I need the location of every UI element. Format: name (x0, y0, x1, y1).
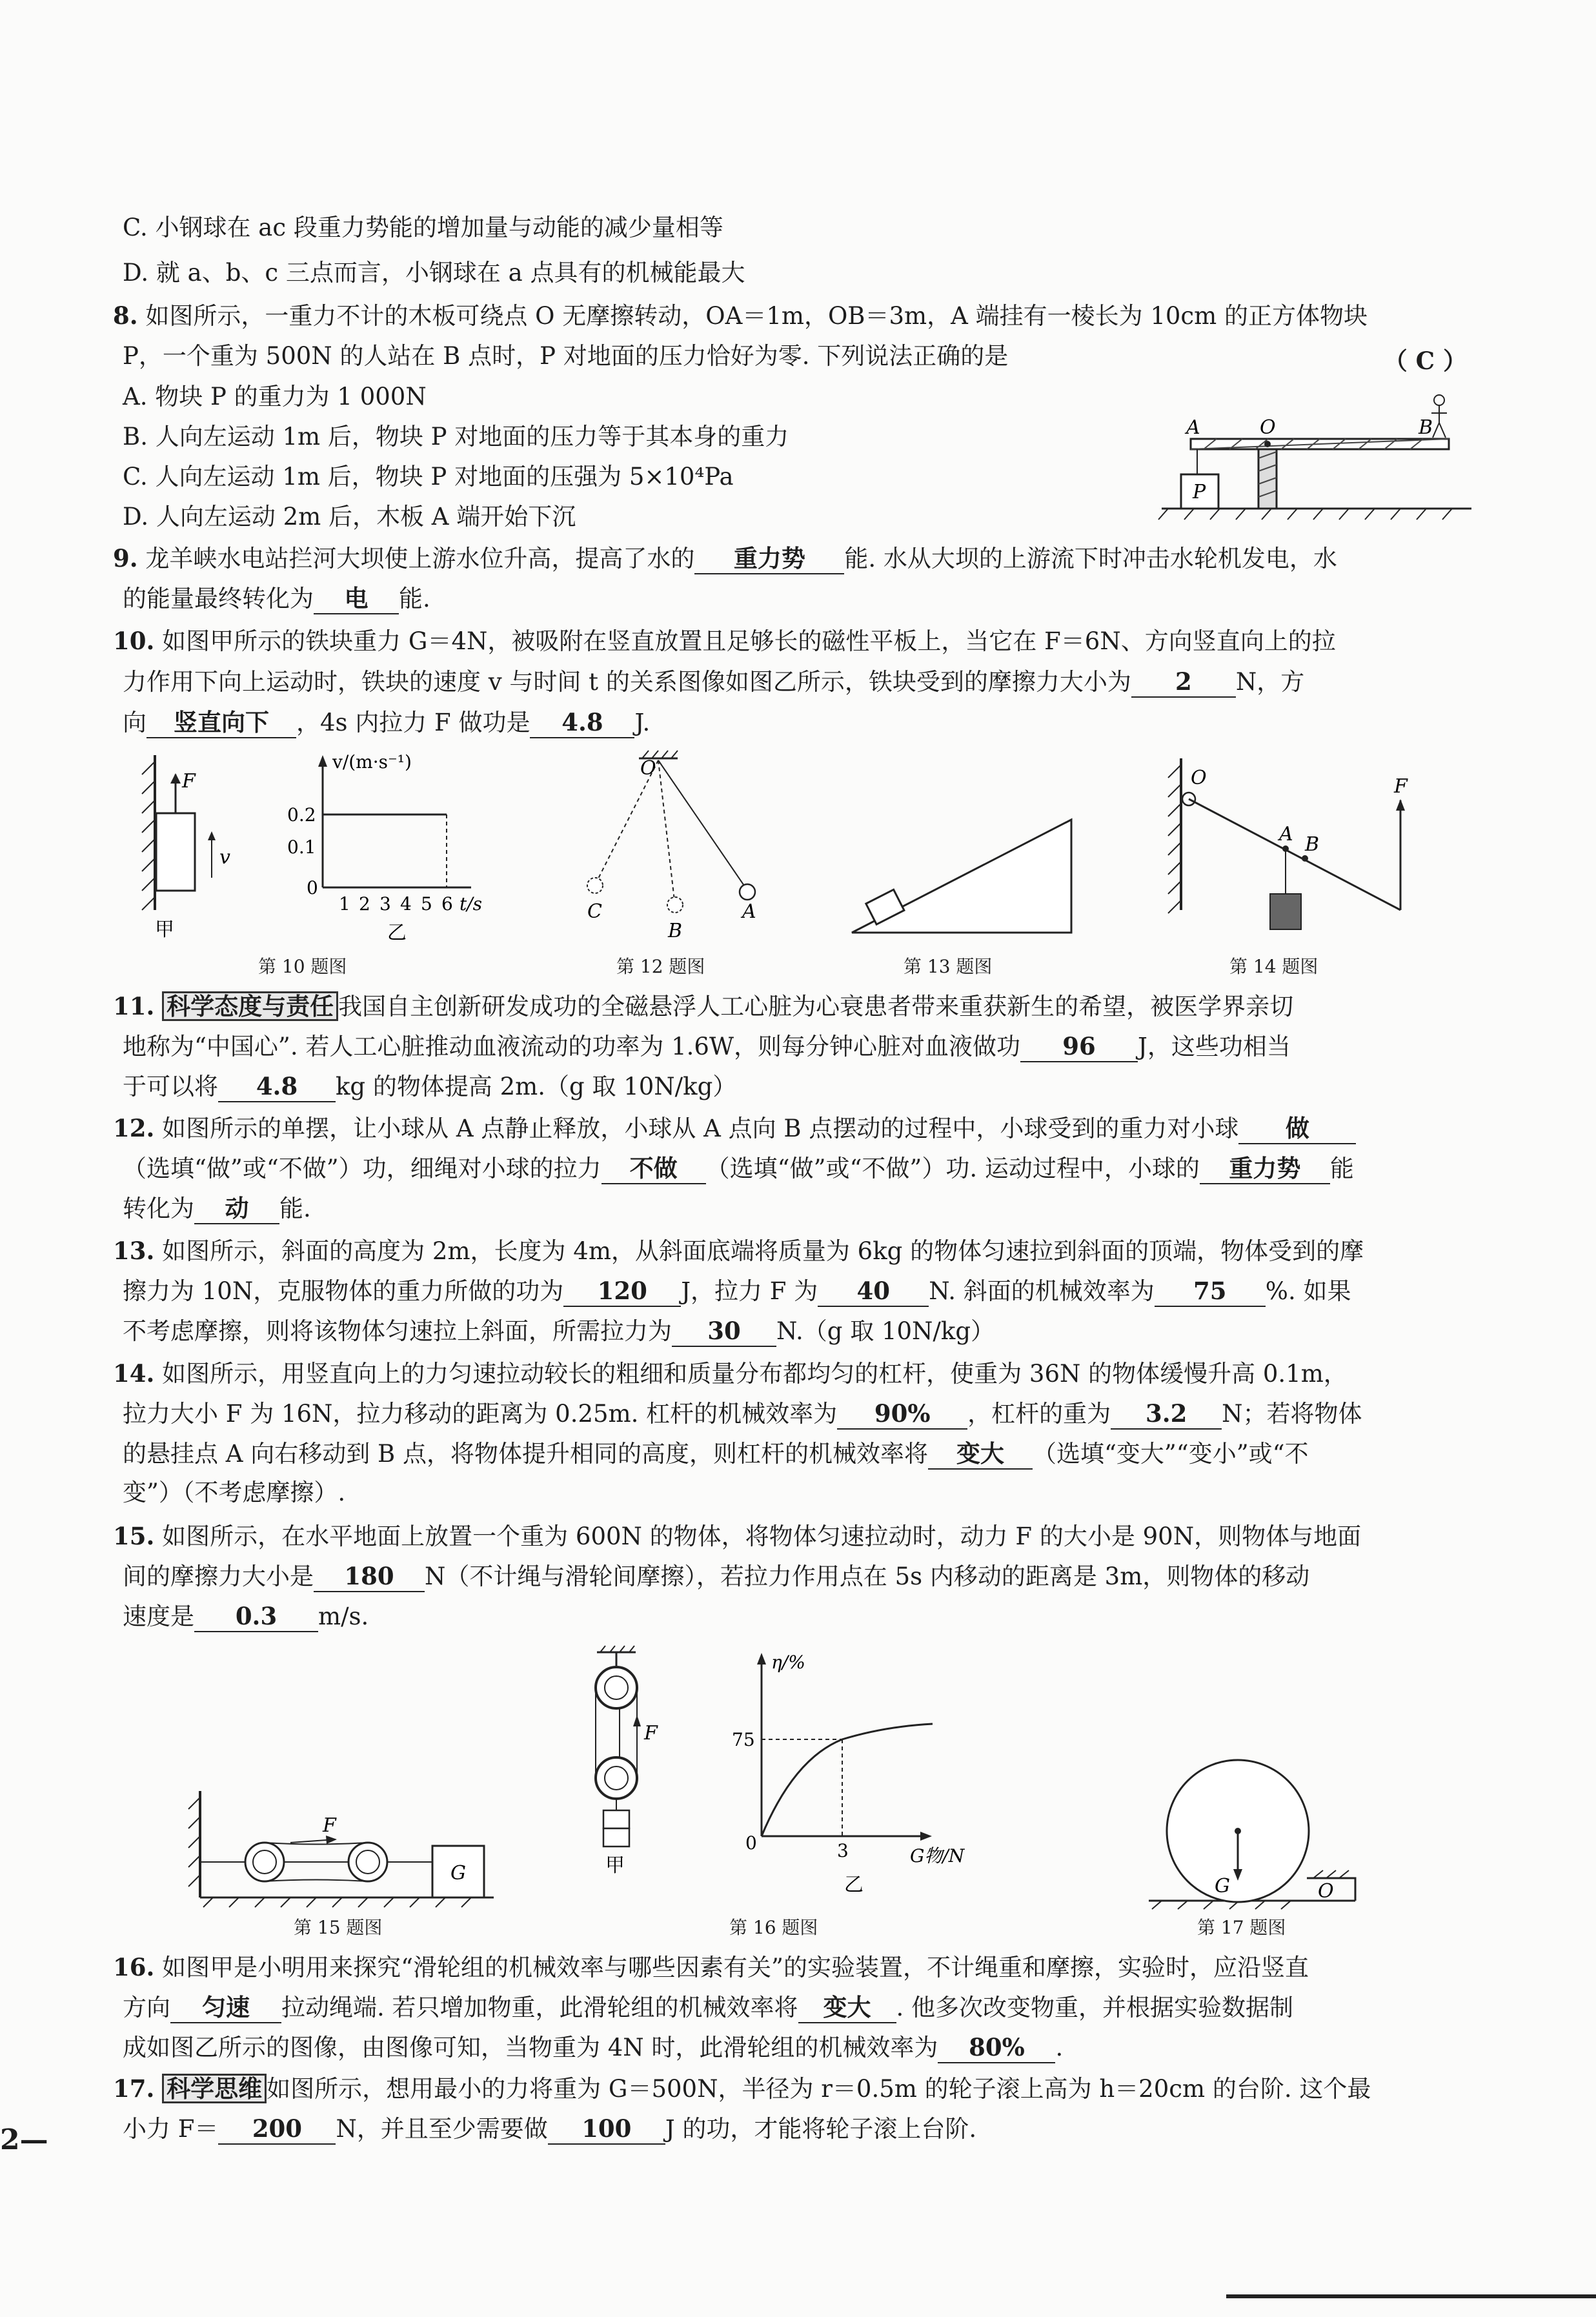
q9-line1: 9. 龙羊峡水电站拦河大坝使上游水位升高，提高了水的 重力势 能. 水从大坝的上游流下时冲击水轮机发电，水 (113, 543, 1337, 574)
svg-text:A: A (1279, 823, 1293, 845)
q16-caption: 第 16 题图 (729, 1917, 818, 1938)
q10-fig-jia (136, 749, 265, 941)
q8-option-b: B. 人向左运动 1m 后，物块 P 对地面的压力等于其本身的重力 (123, 423, 789, 450)
svg-text:v: v (219, 846, 230, 869)
q13-blank3: 75 (1155, 1276, 1266, 1307)
q10-blank3: 4.8 (530, 707, 634, 738)
q17-blank2: 100 (548, 2114, 665, 2145)
svg-text:3: 3 (379, 893, 391, 915)
q8-number: 8. (113, 301, 138, 330)
svg-text:F: F (1394, 775, 1408, 798)
q14-line2: 拉力大小 F 为 16N，拉力移动的距离为 0.25m. 杠杆的机械效率为 90% ，杠杆的重为 3.2 N；若将物体 (123, 1399, 1362, 1430)
q12-blank3: 重力势 (1200, 1153, 1330, 1184)
q12-blank1: 做 (1238, 1113, 1356, 1144)
svg-text:4: 4 (400, 893, 412, 915)
q10-blank2: 竖直向下 (146, 707, 296, 738)
q9-line2: 的能量最终转化为 电 能. (123, 583, 430, 614)
q13-blank4: 30 (672, 1316, 776, 1347)
q10-line2: 力作用下向上运动时，铁块的速度 v 与时间 t 的关系图像如图乙所示，铁块受到的摩擦力大小为 2 N，方 (123, 667, 1304, 698)
q11-line2: 地称为“中国心”. 若人工心脏推动血液流动的功率为 1.6W，则每分钟心脏对血液做功 96 J，这些功相当 (123, 1031, 1291, 1062)
q11-blank2: 4.8 (218, 1071, 336, 1102)
q8-line2: P，一个重为 500N 的人站在 B 点时，P 对地面的压力恰好为零. 下列说法正确的是 (123, 342, 1009, 370)
q14-line1: 14. 如图所示，用竖直向上的力匀速拉动较长的粗细和质量分布都均匀的杠杆，使重为 36N 的物体缓慢升高 0.1m， (113, 1359, 1348, 1388)
q8-option-d: D. 人向左运动 2m 后，木板 A 端开始下沉 (123, 503, 576, 531)
svg-text:C: C (587, 900, 602, 923)
q10-vt-chart (278, 749, 523, 942)
svg-text:B: B (1305, 833, 1320, 856)
bottom-edge-line (1226, 2294, 1596, 2298)
svg-text:G: G (450, 1862, 466, 1885)
q10-line1: 10. 如图甲所示的铁块重力 G＝4N，被吸附在竖直放置且足够长的磁性平板上，当它在 F＝6N、方向竖直向上的拉 (113, 627, 1336, 655)
q16-pulley-figure (581, 1643, 678, 1914)
q15-line3: 速度是 0.3 m/s. (123, 1601, 369, 1632)
q13-line2: 擦力为 10N，克服物体的重力所做的功为 120 J，拉力 F 为 40 N. 斜面的机械效率为 75 %. 如果 (123, 1276, 1351, 1307)
svg-text:3: 3 (837, 1840, 849, 1861)
q15-line2: 间的摩擦力大小是 180 N（不计绳与滑轮间摩擦），若拉力作用点在 5s 内移动的距离是 3m，则物体的移动 (123, 1561, 1309, 1592)
svg-text:0: 0 (745, 1832, 757, 1854)
q15-pulley-figure (187, 1781, 497, 1910)
q8-fig-label-p: P (1193, 481, 1206, 503)
svg-text:75: 75 (732, 1729, 755, 1750)
svg-text:F: F (182, 770, 196, 793)
q10-fig-jia-label: 甲 (155, 918, 174, 941)
svg-text:0.1: 0.1 (287, 836, 316, 858)
svg-text:O: O (1318, 1880, 1334, 1903)
q15-blank2: 0.3 (194, 1601, 318, 1632)
svg-text:5: 5 (421, 893, 432, 915)
svg-text:v/(m·s⁻¹): v/(m·s⁻¹) (332, 751, 412, 773)
q7-option-c: C. 小钢球在 ac 段重力势能的增加量与动能的减少量相等 (123, 214, 723, 241)
q11-line3: 于可以将 4.8 kg 的物体提高 2m.（g 取 10N/kg） (123, 1071, 736, 1102)
q12-line2: （选填“做”或“不做”）功，细绳对小球的拉力 不做 （选填“做”或“不做”）功. 运动过程中，小球的 重力势 能 (123, 1153, 1354, 1184)
q10-fig-yi-label: 乙 (387, 922, 407, 944)
svg-text:η/%: η/% (771, 1652, 805, 1673)
q14-caption: 第 14 题图 (1229, 956, 1318, 977)
q16-blank2: 变大 (798, 1992, 896, 2023)
q17-line2: 小力 F＝ 200 N，并且至少需要做 100 J 的功，才能将轮子滚上台阶. (123, 2114, 976, 2145)
q17-blank1: 200 (218, 2114, 336, 2145)
svg-text:F: F (323, 1814, 336, 1837)
q8-lever-figure (1155, 387, 1478, 523)
q13-incline-figure (839, 807, 1084, 936)
q16-line1: 16. 如图甲是小明用来探究“滑轮组的机械效率与哪些因素有关”的实验装置，不计绳重和摩擦，实验时，应沿竖直 (113, 1953, 1309, 1981)
q10-blank1: 2 (1131, 667, 1236, 698)
svg-text:0.2: 0.2 (287, 804, 316, 825)
q16-blank3: 80% (938, 2032, 1055, 2063)
q11-line1: 11. 科学态度与责任 我国自主创新研发成功的全磁悬浮人工心脏为心衰患者带来重获新生的希望，被医学界亲切 (113, 992, 1294, 1020)
q9-blank2: 电 (314, 583, 399, 614)
q13-line1: 13. 如图所示，斜面的高度为 2m，长度为 4m，从斜面底端将质量为 6kg 的物体匀速拉到斜面的顶端，物体受到的摩 (113, 1237, 1364, 1265)
q7-option-d: D. 就 a、b、c 三点而言，小钢球在 a 点具有的机械能最大 (123, 259, 745, 287)
svg-text:t/s: t/s (460, 893, 483, 915)
svg-text:B: B (668, 920, 683, 942)
q16-fig-yi-label: 乙 (844, 1874, 864, 1896)
svg-text:A: A (742, 900, 756, 923)
q11-blank1: 96 (1020, 1031, 1138, 1062)
q13-blank2: 40 (818, 1276, 929, 1307)
q9-blank1: 重力势 (694, 543, 844, 574)
q17-tag: 科学思维 (162, 2074, 267, 2103)
q8-answer: （ C ） (1383, 347, 1467, 375)
q16-line3: 成如图乙所示的图像，由图像可知，当物重为 4N 时，此滑轮组的机械效率为 80% . (123, 2032, 1063, 2063)
svg-text:G: G (1215, 1875, 1230, 1897)
q12-line1: 12. 如图所示的单摆，让小球从 A 点静止释放，小球从 A 点向 B 点摆动的过程中，小球受到的重力对小球 做 (113, 1113, 1356, 1144)
svg-text:2: 2 (359, 893, 370, 915)
q10-line3: 向 竖直向下 ，4s 内拉力 F 做功是 4.8 J. (123, 707, 650, 738)
q12-line3: 转化为 动 能. (123, 1193, 311, 1224)
q16-line2: 方向 匀速 拉动绳端. 若只增加物重，此滑轮组的机械效率将 变大 . 他多次改变物重，并根据实验数据制 (123, 1992, 1293, 2023)
svg-text:1: 1 (339, 893, 350, 915)
svg-text:F: F (644, 1722, 658, 1745)
q16-fig-jia-label: 甲 (605, 1854, 625, 1877)
q16-efficiency-chart (716, 1643, 987, 1907)
q13-line3: 不考虑摩擦，则将该物体匀速拉上斜面，所需拉力为 30 N.（g 取 10N/kg） (123, 1316, 995, 1347)
q12-blank2: 不做 (601, 1153, 706, 1184)
svg-text:0: 0 (307, 877, 318, 898)
q15-blank1: 180 (314, 1561, 425, 1592)
q17-line1: 17. 科学思维 如图所示，想用最小的力将重为 G＝500N，半径为 r＝0.5m 的轮子滚上高为 h＝20cm 的台阶. 这个最 (113, 2074, 1371, 2103)
q14-blank1: 90% (837, 1399, 967, 1430)
q8-fig-label-a: A (1186, 416, 1200, 439)
q10-caption: 第 10 题图 (258, 956, 347, 977)
svg-text:6: 6 (441, 893, 453, 915)
q8-option-a: A. 物块 P 的重力为 1 000N (123, 383, 427, 410)
q17-caption: 第 17 题图 (1197, 1917, 1286, 1938)
q14-lever-figure (1162, 749, 1433, 942)
q8-fig-label-b: B (1419, 416, 1433, 439)
q12-blank4: 动 (194, 1193, 279, 1224)
q13-blank1: 120 (563, 1276, 681, 1307)
q17-wheel-figure (1142, 1743, 1362, 1910)
q12-pendulum-figure (561, 749, 774, 942)
q15-line1: 15. 如图所示，在水平地面上放置一个重为 600N 的物体，将物体匀速拉动时，动力 F 的大小是 90N，则物体与地面 (113, 1522, 1362, 1550)
q14-blank2: 3.2 (1111, 1399, 1222, 1430)
q12-caption: 第 12 题图 (616, 956, 705, 977)
q8-fig-label-o: O (1260, 416, 1276, 439)
svg-text:O: O (640, 757, 656, 780)
q15-caption: 第 15 题图 (294, 1917, 383, 1938)
q8-line1: 8. 如图所示，一重力不计的木板可绕点 O 无摩擦转动，OA＝1m，OB＝3m，A 端挂有一棱长为 10cm 的正方体物块 (113, 301, 1368, 330)
q14-line3: 的悬挂点 A 向右移动到 B 点，将物体提升相同的高度，则杠杆的机械效率将 变大 （选填“变大”“变小”或“不 (123, 1439, 1309, 1470)
svg-text:G物/N: G物/N (910, 1845, 965, 1867)
q8-option-c: C. 人向左运动 1m 后，物块 P 对地面的压强为 5×10⁴Pa (123, 463, 734, 491)
svg-text:O: O (1191, 767, 1207, 789)
q11-tag: 科学态度与责任 (162, 991, 338, 1021)
q14-blank3: 变大 (928, 1439, 1033, 1470)
q14-line4: 变”）（不考虑摩擦）. (123, 1479, 346, 1506)
page-number: 2— (0, 2123, 48, 2156)
q13-caption: 第 13 题图 (904, 956, 993, 977)
q16-blank1: 匀速 (170, 1992, 281, 2023)
